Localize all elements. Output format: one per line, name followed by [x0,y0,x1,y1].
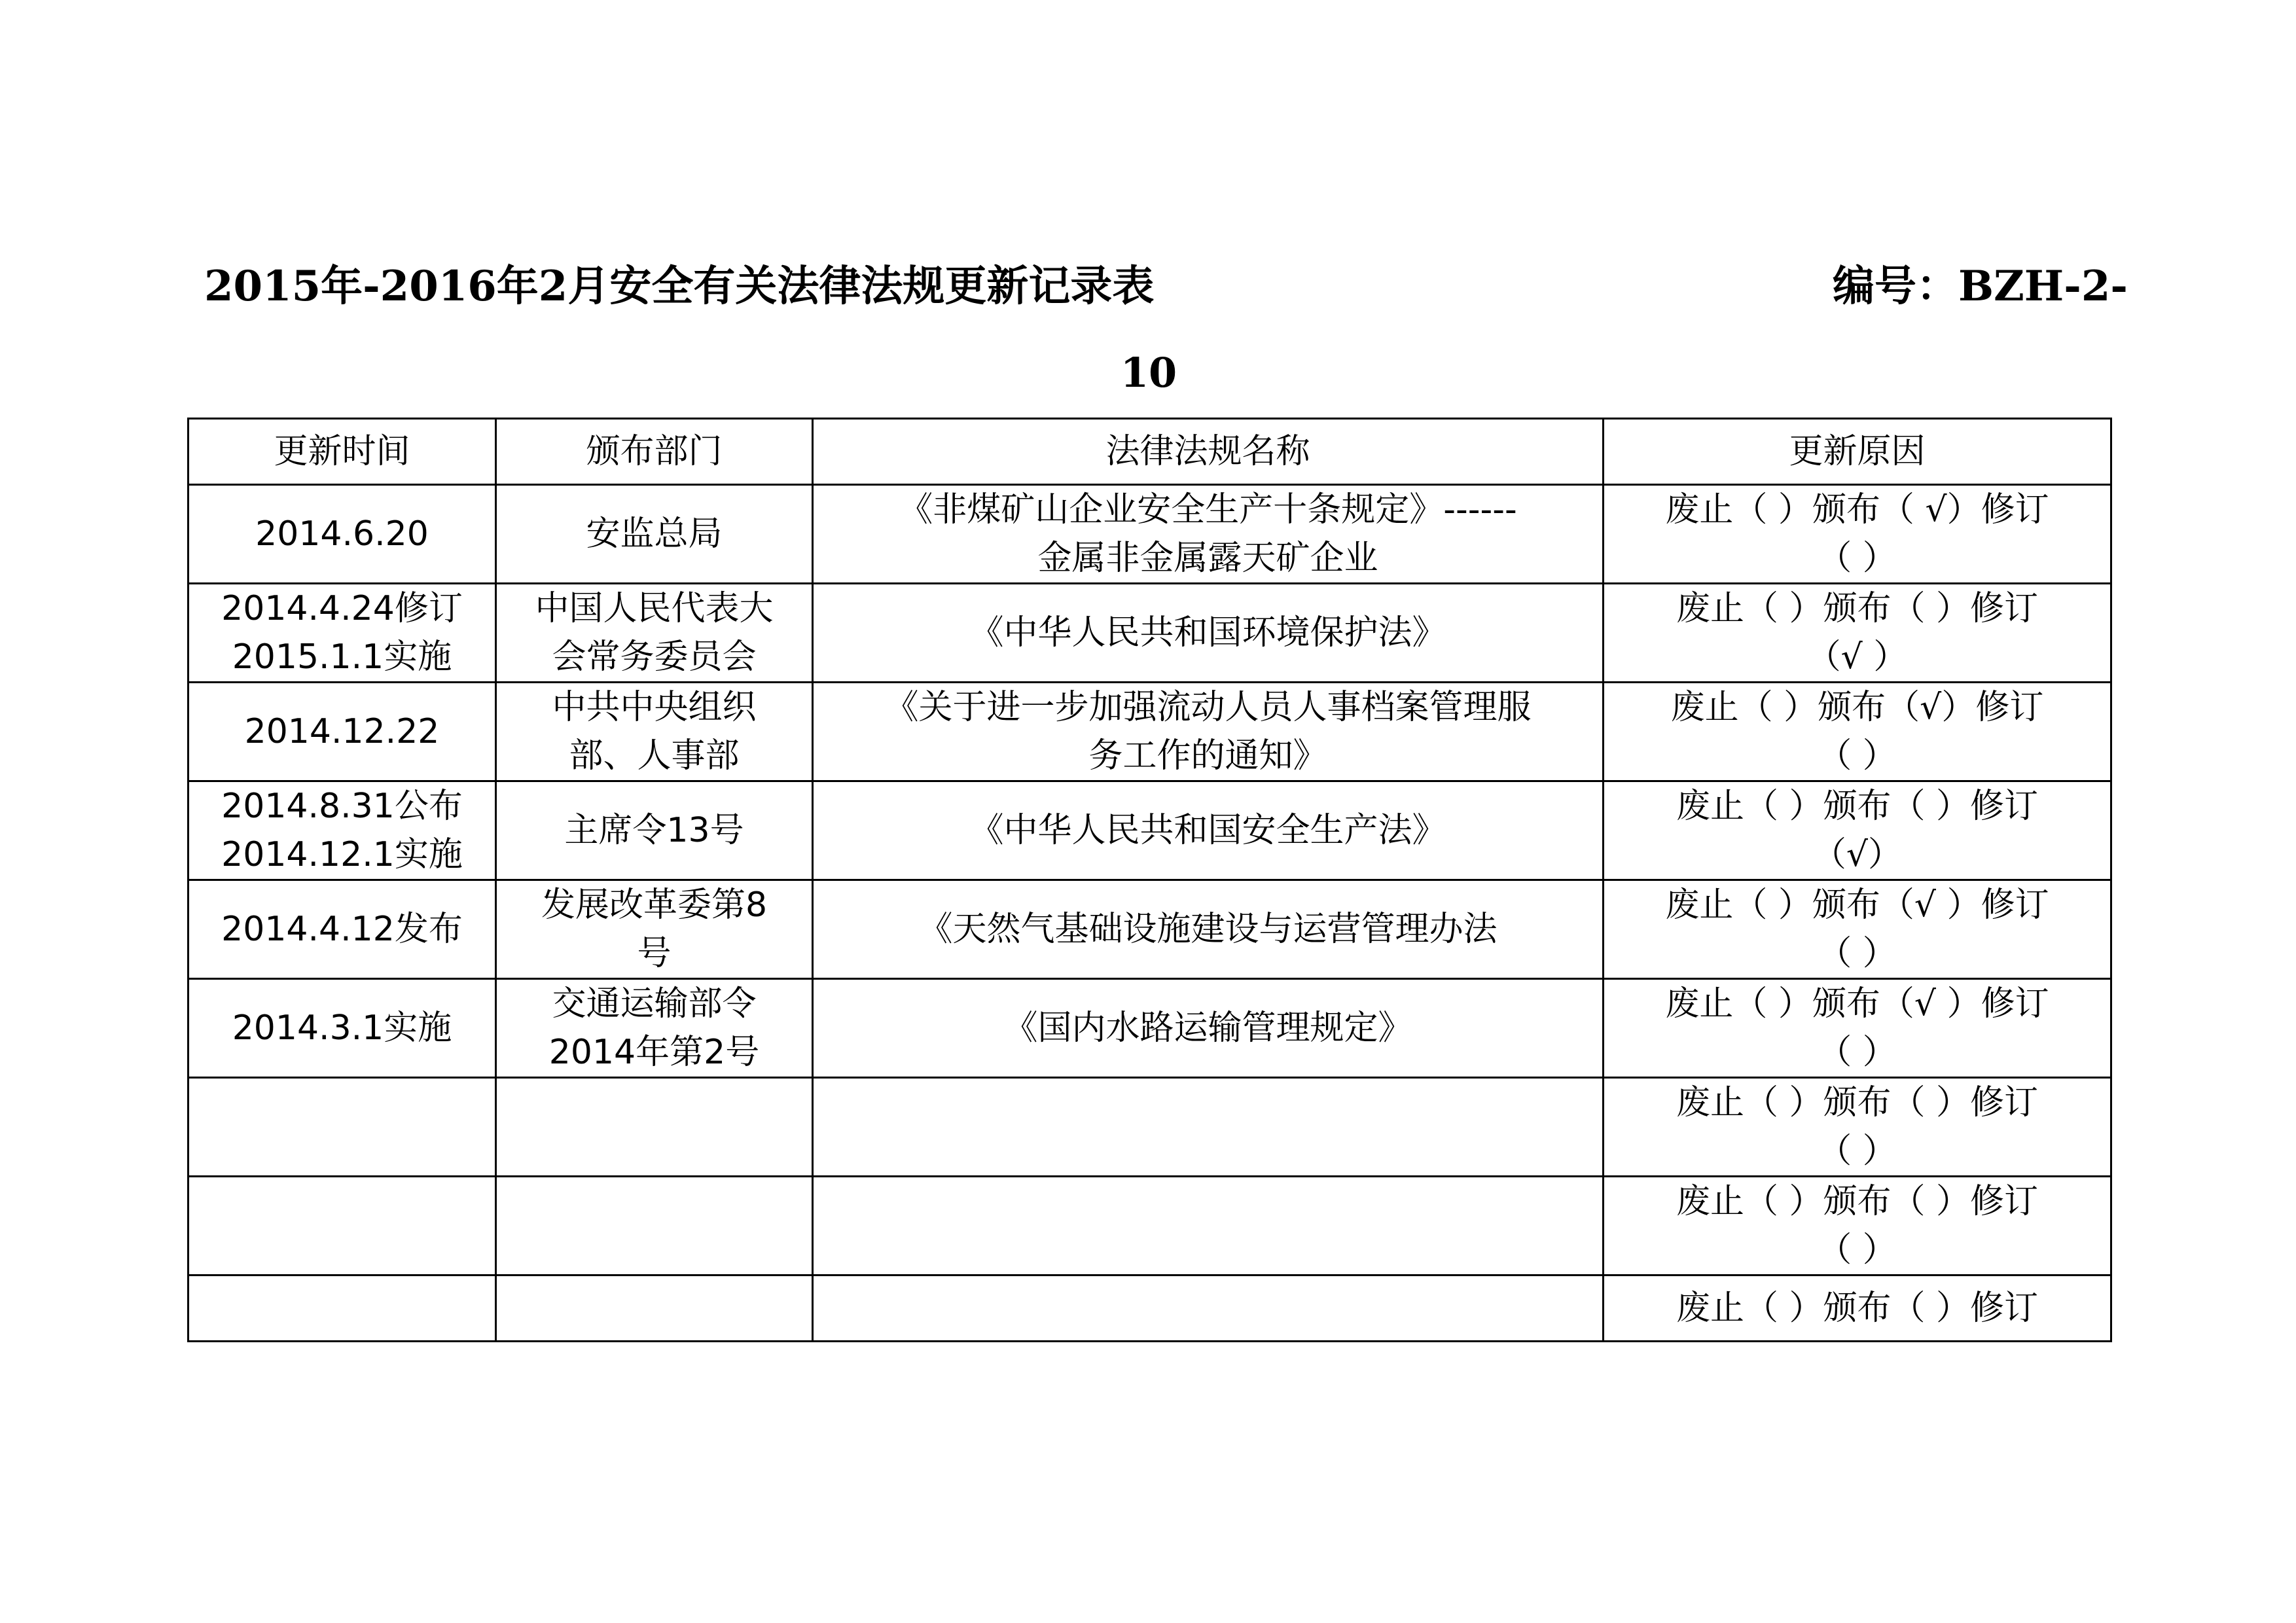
cell-update-time-line: 2015.1.1实施 [232,637,452,677]
cell-law-name [813,781,1604,880]
cell-update-reason-line: （ ） [1818,1033,1897,1072]
header-law-name: 法律法规名称 [813,419,1604,485]
cell-law-name-line: 《中华人民共和国安全生产法》 [969,811,1446,850]
cell-issuing-dept-line: 安监总局 [586,514,723,554]
cell-issuing-dept [496,880,813,979]
cell-update-reason-line: 废止（ ）颁布（ ）修订 [1676,1289,2039,1328]
cell-update-time-line: 2014.12.22 [244,712,440,751]
cell-update-time [188,1078,496,1177]
header-issuing-dept: 颁布部门 [496,419,813,485]
cell-update-reason-line: （√） [1812,835,1903,874]
table-row [188,880,2111,979]
table-row [188,683,2111,781]
cell-issuing-dept-line: 会常务委员会 [552,637,757,677]
table-row [188,979,2111,1078]
cell-update-reason-line: （ ） [1818,1230,1897,1270]
cell-issuing-dept [496,1078,813,1177]
cell-update-reason [1604,485,2111,584]
cell-law-name-line: 《关于进一步加强流动人员人事档案管理服 [884,688,1532,727]
cell-law-name [813,1275,1604,1342]
cell-issuing-dept-line: 号 [637,934,672,973]
cell-update-reason [1604,979,2111,1078]
cell-update-reason [1604,1078,2111,1177]
cell-law-name [813,880,1604,979]
cell-issuing-dept-line: 主席令13号 [564,811,744,850]
cell-update-reason [1604,683,2111,781]
cell-law-name [813,683,1604,781]
cell-update-reason-line: （ ） [1818,736,1897,776]
cell-update-time [188,485,496,584]
cell-update-reason-line: 废止（ ）颁布（ ）修订 [1676,1083,2039,1122]
cell-law-name [813,1177,1604,1275]
cell-issuing-dept [496,1275,813,1342]
cell-update-reason-line: 废止（ ）颁布（√ ）修订 [1665,885,2049,925]
table-row [188,1177,2111,1275]
cell-issuing-dept-line: 中国人民代表大 [535,589,774,628]
cell-update-reason [1604,1177,2111,1275]
cell-update-time-line: 2014.3.1实施 [232,1008,452,1048]
cell-update-time [188,781,496,880]
cell-issuing-dept [496,781,813,880]
table-row [188,781,2111,880]
table-row [188,584,2111,683]
document-number-continued: 10 [1120,349,1177,397]
cell-law-name [813,584,1604,683]
document-number-label: 编号：BZH-2- [1833,262,2128,311]
cell-update-reason-line: （ ） [1818,934,1897,973]
cell-update-reason-line: （ ） [1818,1132,1897,1171]
cell-update-reason-line: （√ ） [1806,637,1908,677]
cell-law-name-line: 《非煤矿山企业安全生产十条规定》------ [899,490,1517,529]
document-title: 2015年-2016年2月安全有关法律法规更新记录表 [204,262,1155,311]
cell-issuing-dept [496,584,813,683]
cell-update-time [188,979,496,1078]
cell-update-time [188,1275,496,1342]
cell-update-reason-line: 废止（ ）颁布（√ ）修订 [1665,984,2049,1024]
cell-update-reason-line: 废止（ ）颁布（√）修订 [1670,688,2044,727]
cell-update-time [188,880,496,979]
cell-issuing-dept-line: 发展改革委第8 [541,885,768,925]
cell-update-time-line: 2014.12.1实施 [221,835,463,874]
cell-issuing-dept [496,1177,813,1275]
cell-issuing-dept [496,979,813,1078]
cell-update-reason-line: 废止（ ）颁布（ ）修订 [1676,589,2039,628]
header-update-reason: 更新原因 [1604,419,2111,485]
cell-update-reason-line: 废止（ ）颁布（ ）修订 [1676,1182,2039,1221]
cell-issuing-dept-line: 交通运输部令 [552,984,757,1024]
cell-update-time-line: 2014.4.24修订 [221,589,463,628]
cell-law-name-line: 《中华人民共和国环境保护法》 [969,613,1446,652]
cell-issuing-dept-line: 部、人事部 [569,736,740,776]
cell-update-reason-line: （ ） [1818,539,1897,578]
cell-law-name-line: 《天然气基础设施建设与运营管理办法 [918,910,1498,949]
cell-update-reason [1604,584,2111,683]
cell-update-reason [1604,781,2111,880]
cell-update-time-line: 2014.8.31公布 [221,787,463,826]
cell-law-name-line: 《国内水路运输管理规定》 [1003,1008,1412,1048]
cell-law-name-line: 金属非金属露天矿企业 [1037,539,1378,578]
cell-issuing-dept-line: 中共中央组织 [552,688,757,727]
header-update-time: 更新时间 [188,419,496,485]
cell-issuing-dept-line: 2014年第2号 [548,1033,760,1072]
cell-update-reason-line: 废止（ ）颁布（ ）修订 [1676,787,2039,826]
cell-update-time [188,1177,496,1275]
table-row [188,485,2111,584]
cell-update-time [188,584,496,683]
cell-law-name-line: 务工作的通知》 [1088,736,1327,776]
cell-update-time-line: 2014.6.20 [255,514,429,554]
cell-update-time [188,683,496,781]
cell-law-name [813,979,1604,1078]
table-row [188,1275,2111,1342]
cell-issuing-dept [496,683,813,781]
cell-update-reason-line: 废止（ ）颁布（ √）修订 [1665,490,2049,529]
records-body [188,485,2111,1342]
cell-update-reason [1604,1275,2111,1342]
cell-law-name [813,485,1604,584]
cell-law-name [813,1078,1604,1177]
cell-update-reason [1604,880,2111,979]
cell-issuing-dept [496,485,813,584]
records-table [187,418,2112,1342]
table-row [188,1078,2111,1177]
cell-update-time-line: 2014.4.12发布 [221,910,463,949]
table-header-row [188,419,2111,485]
